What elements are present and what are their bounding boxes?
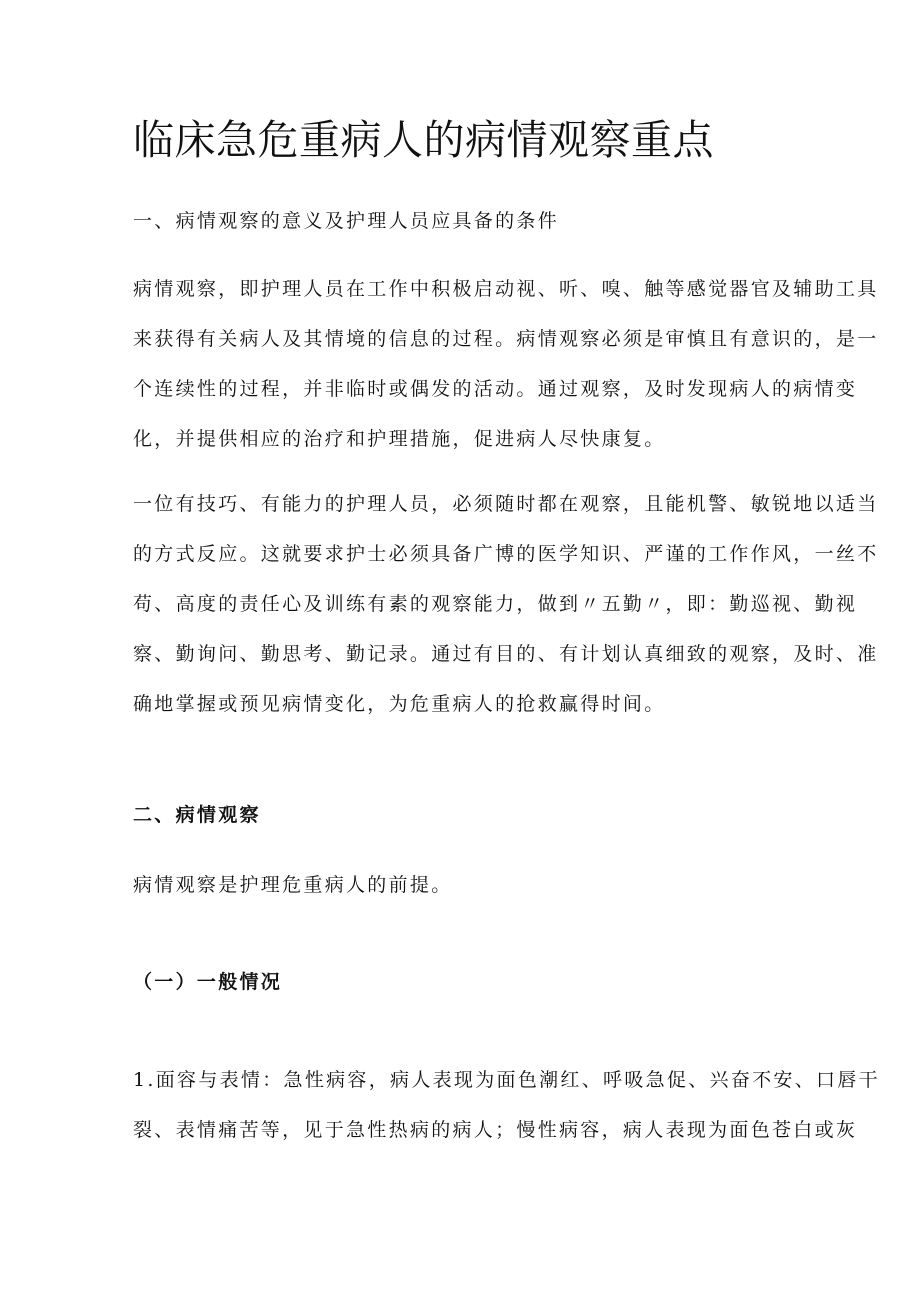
section2-intro: 病情观察是护理危重病人的前提。: [133, 874, 453, 896]
paragraph-line: 裂、表情痛苦等，见于急性热病的病人；慢性病容，病人表现为面色苍白或灰: [133, 1119, 858, 1141]
section1-paragraph-2: [133, 479, 879, 729]
list-item-1: [133, 1055, 880, 1155]
paragraph-line: 察、勤询问、勤思考、勤记录。通过有目的、有计划认真细致的观察，及时、准: [133, 643, 879, 665]
paragraph-line: 1.面容与表情：急性病容，病人表现为面色潮红、呼吸急促、兴奋不安、口唇干: [133, 1069, 880, 1091]
paragraph-line: 化，并提供相应的治疗和护理措施，促进病人尽快康复。: [133, 428, 666, 450]
paragraph-line: 来获得有关病人及其情境的信息的过程。病情观察必须是审慎且有意识的，是一: [133, 328, 879, 350]
paragraph-line: 一位有技巧、有能力的护理人员，必须随时都在观察，且能机警、敏锐地以适当: [133, 493, 879, 515]
paragraph-line: 的方式反应。这就要求护士必须具备广博的医学知识、严谨的工作作风，一丝不: [133, 543, 879, 565]
section1-paragraph-1: [133, 264, 879, 464]
paragraph-line: 确地掌握或预见病情变化，为危重病人的抢救赢得时间。: [133, 693, 666, 715]
document-title: 临床急危重病人的病情观察重点: [133, 116, 714, 164]
paragraph-line: 个连续性的过程，并非临时或偶发的活动。通过观察，及时发现病人的病情变: [133, 378, 858, 400]
subsection-heading: （一）一般情况: [133, 971, 283, 993]
paragraph-line: 病情观察，即护理人员在工作中积极启动视、听、嗅、触等感觉器官及辅助工具: [133, 278, 879, 300]
paragraph-line: 苟、高度的责任心及训练有素的观察能力，做到〃五勤〃，即：勤巡视、勤视: [133, 593, 858, 615]
section1-heading: 一、病情观察的意义及护理人员应具备的条件: [133, 210, 560, 232]
section2-heading: 二、病情观察: [133, 804, 261, 826]
